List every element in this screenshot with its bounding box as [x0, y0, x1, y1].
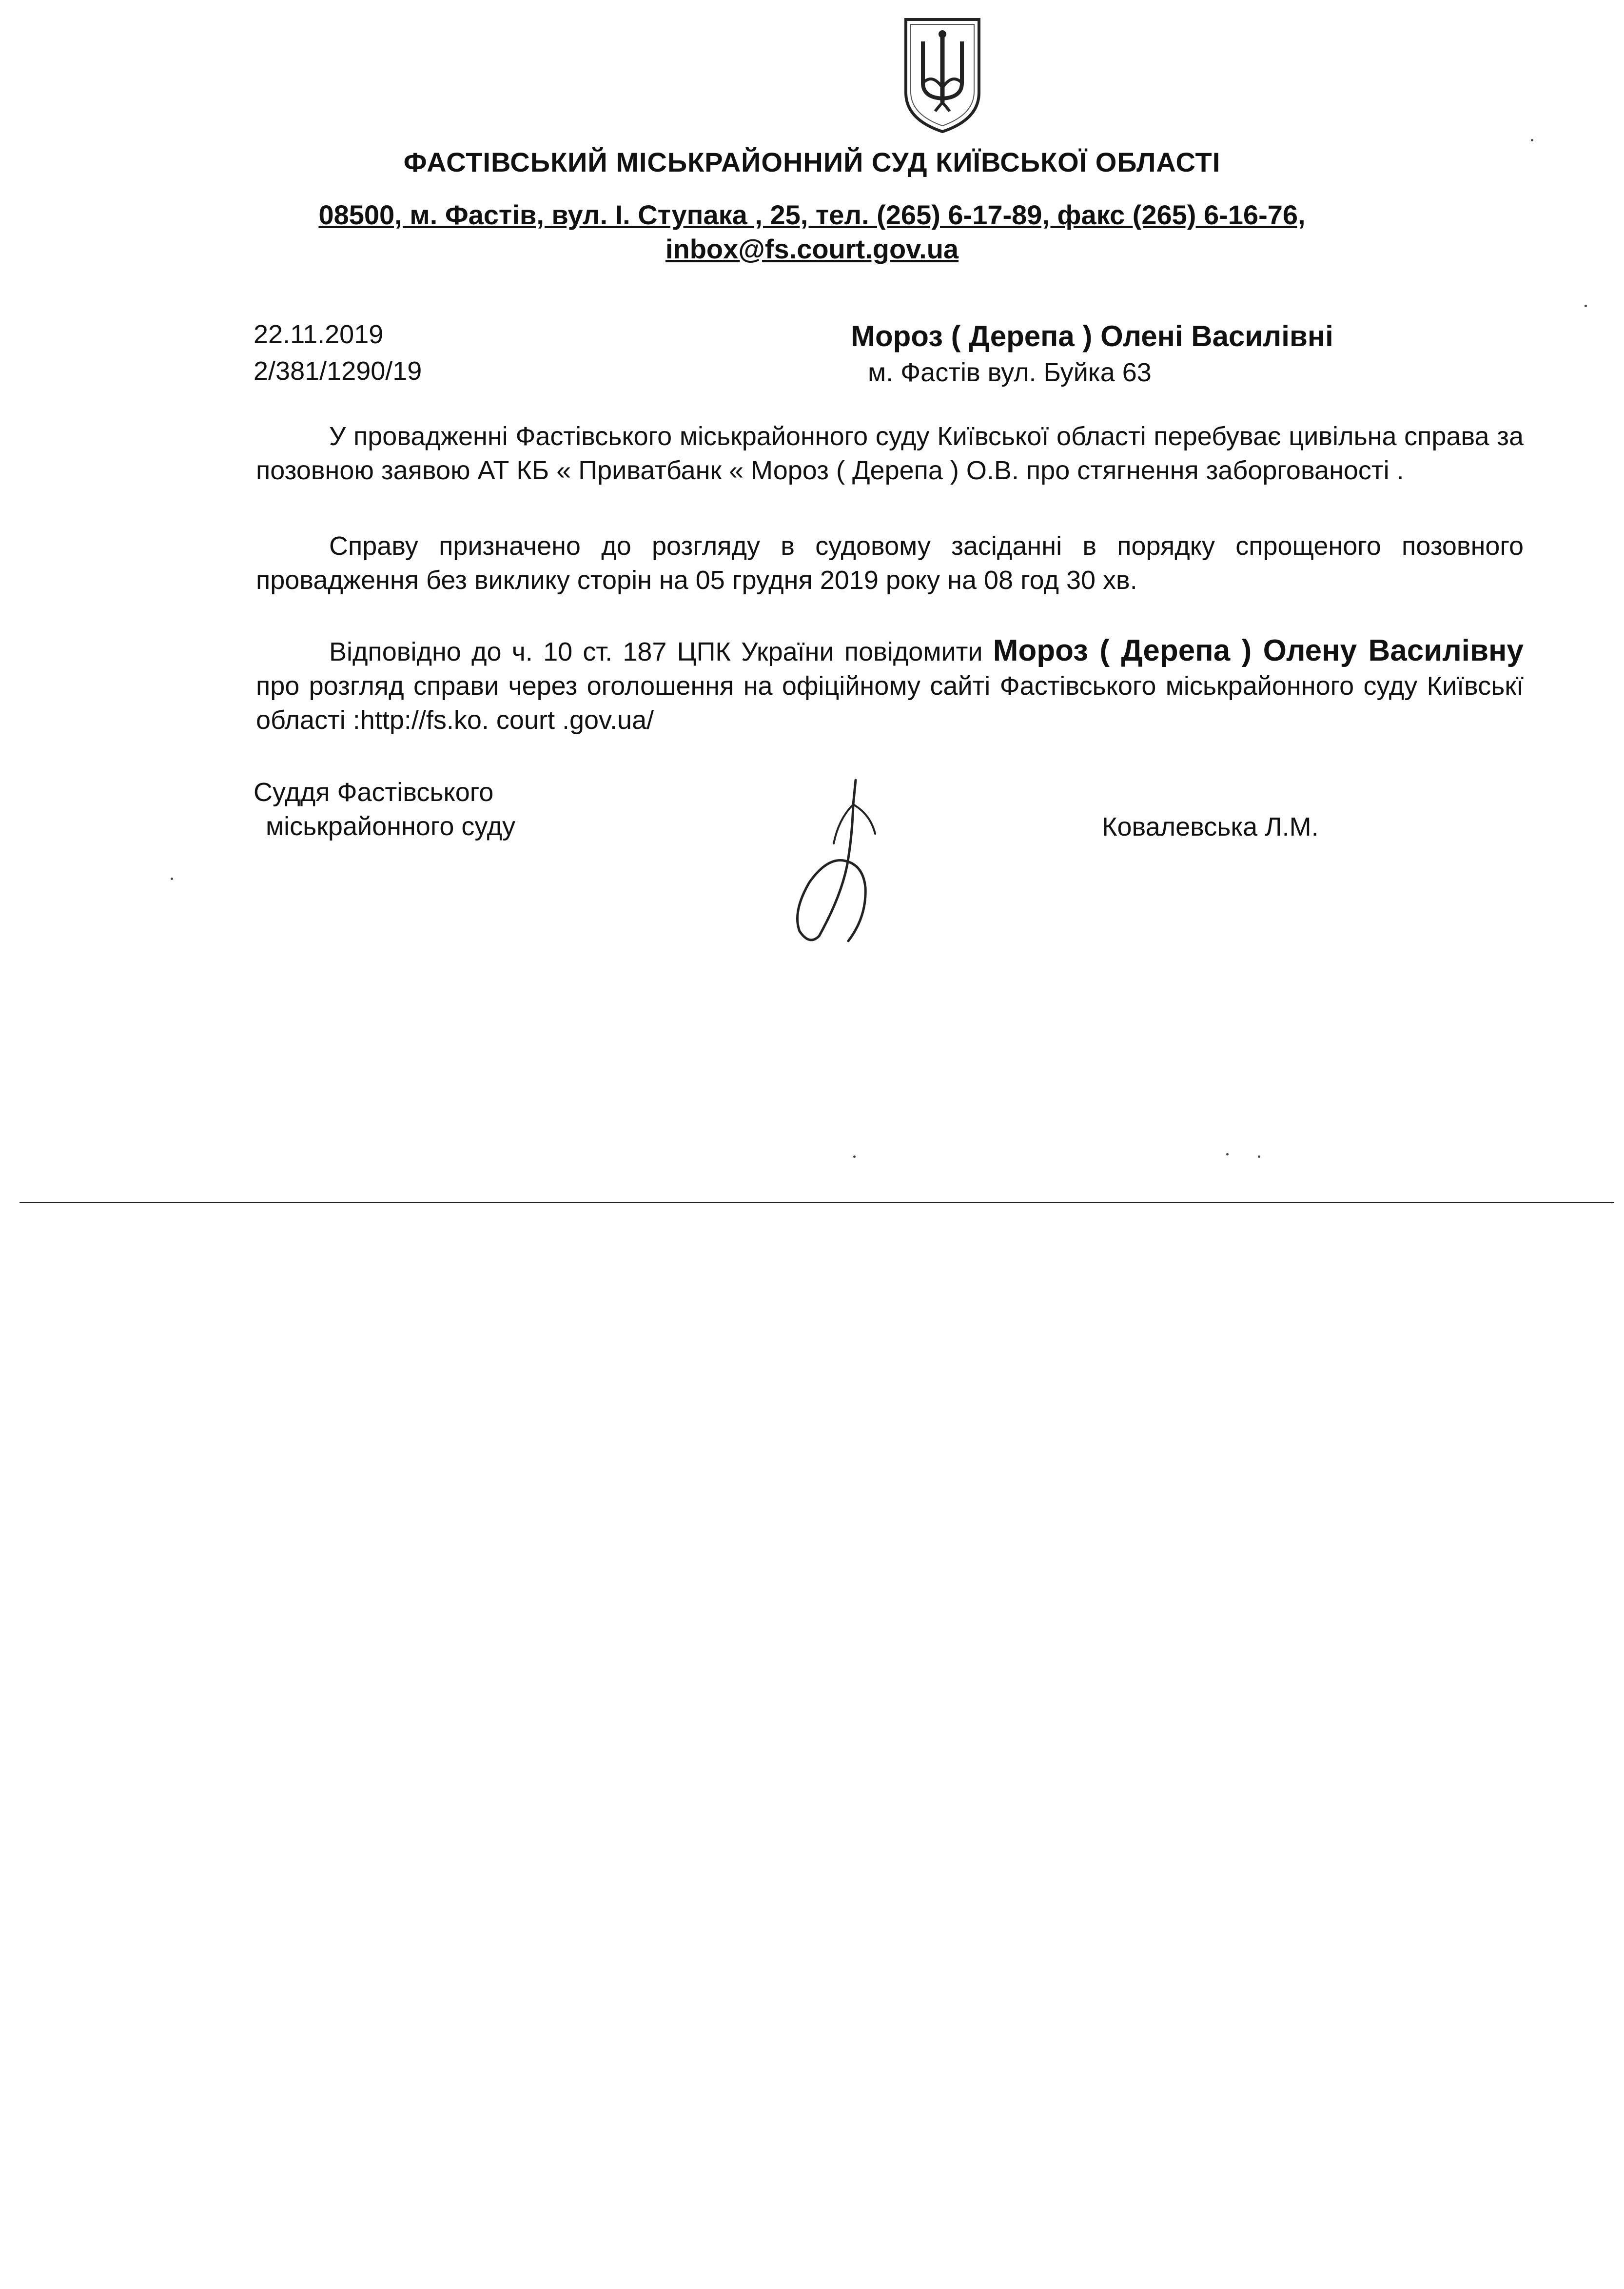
paragraph-end: про розгляд справи через оголошення на офіційному сайті Фастівського міськрайонного суду Київськї області :http://fs.ko. court .gov.ua/	[256, 671, 1524, 735]
body-paragraph-2	[256, 529, 1524, 597]
judge-position	[254, 775, 515, 843]
scan-speck	[1585, 305, 1587, 307]
paragraph-text: Справу призначено до розгляду в судовому засіданні в порядку спрощеного позовного провадження без виклику сторін на 05 грудня 2019 року на 08 год 30 хв.	[256, 531, 1524, 595]
divider-line	[20, 1202, 1614, 1203]
addressee-name: Мороз ( Дерепа ) Олені Василівні	[851, 320, 1333, 352]
scan-speck	[1226, 1153, 1229, 1155]
reference-number: 2/381/1290/19	[254, 356, 422, 386]
paragraph-start: Відповідно до ч. 10 ст. 187 ЦПК України повідомити	[329, 637, 993, 666]
court-name: ФАСТІВСЬКИЙ МІСЬКРАЙОННИЙ СУД КИЇВСЬКОЇ ОБЛАСТІ	[403, 147, 1221, 177]
court-address: 08500, м. Фастів, вул. І. Ступака , 25, тел. (265) 6-17-89, факс (265) 6-16-76,	[318, 199, 1306, 230]
position-line-2: міськрайонного суду	[266, 812, 516, 841]
addressee-address: м. Фастів вул. Буйка 63	[868, 358, 1152, 387]
scan-speck	[1258, 1155, 1260, 1158]
paragraph-text: У провадженні Фастівського міськрайонного суду Київської області перебуває цивільна справа за позовною заявою АТ КБ « Приватбанк « Мороз ( Дерепа ) О.В. про стягнення заборгованості .	[256, 422, 1524, 485]
body-paragraph-3	[256, 634, 1524, 737]
paragraph-text	[256, 634, 1524, 737]
court-email: inbox@fs.court.gov.ua	[665, 234, 959, 264]
notified-person: Мороз ( Дерепа ) Олену Василівну	[993, 634, 1524, 667]
scan-speck	[853, 1155, 856, 1158]
scan-speck	[171, 878, 173, 880]
judge-name: Ковалевська Л.М.	[1102, 812, 1319, 841]
letter-date: 22.11.2019	[254, 320, 384, 349]
position-line-1: Суддя Фастівського	[254, 778, 494, 807]
scan-speck	[1531, 139, 1533, 141]
handwritten-signature	[780, 775, 907, 951]
body-paragraph-1	[256, 419, 1524, 488]
trident-coat-of-arms-icon	[896, 15, 989, 137]
